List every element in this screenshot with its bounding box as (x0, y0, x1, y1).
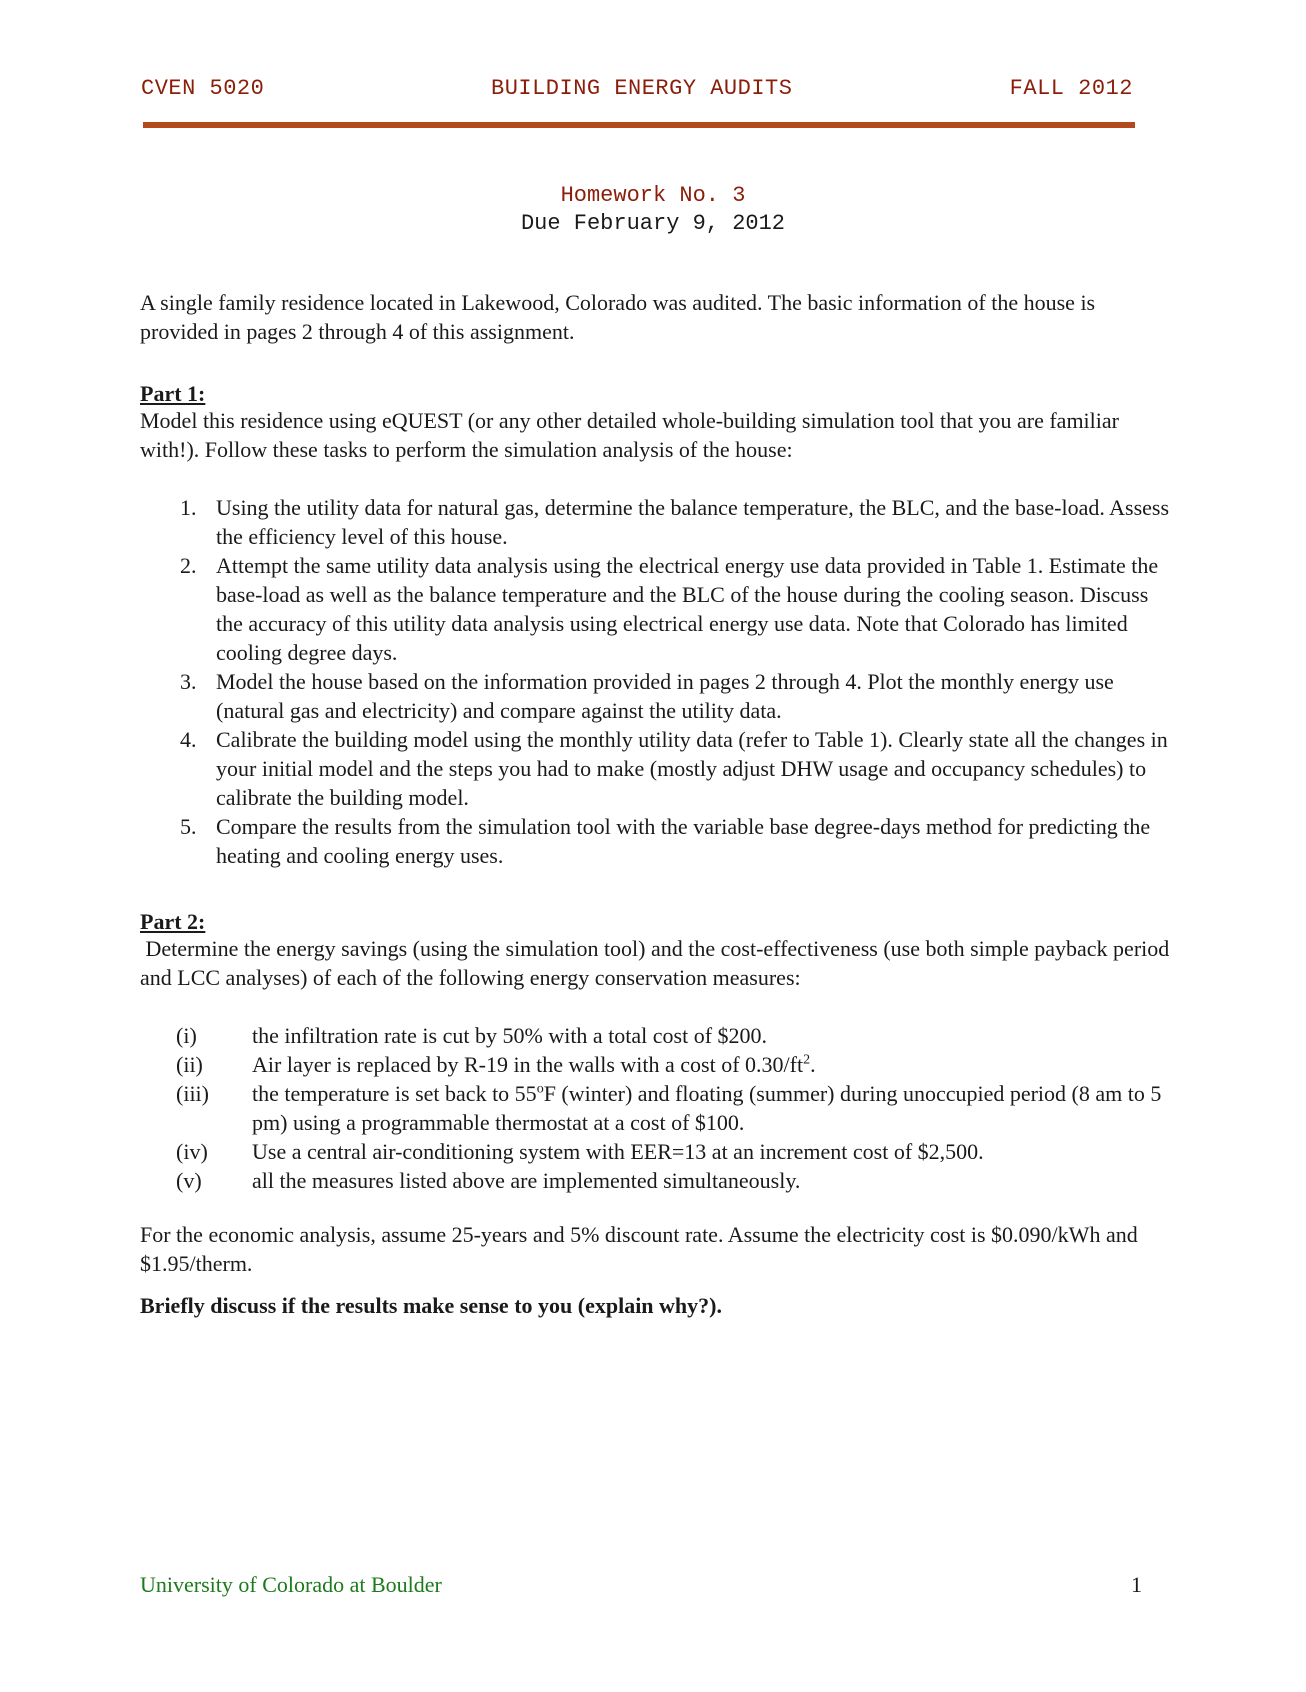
degree-superscript: o (536, 1081, 544, 1097)
footer-institution: University of Colorado at Boulder (140, 1572, 442, 1597)
measure-text: Use a central air-conditioning system with EER=13 at an increment cost of $2,500. (252, 1139, 984, 1164)
measure-number: (v) (176, 1168, 202, 1193)
homework-title: Homework No. 3 (560, 183, 746, 208)
part1-heading: Part 1: (140, 381, 206, 406)
due-date: Due February 9, 2012 (520, 211, 786, 236)
part1-task-list (140, 493, 1170, 870)
measure-item (140, 1166, 1170, 1195)
measure-item (140, 1137, 1170, 1166)
part2-heading: Part 2: (140, 909, 206, 934)
conservation-measures-list (140, 1021, 1170, 1195)
task-number: 5. (180, 814, 197, 839)
measure-text-end: . (810, 1052, 816, 1077)
task-item (140, 812, 1170, 870)
measure-text-end: F (winter) and floating (summer) during unoccupied period (8 am to 5 pm) using a programmable thermostat at a cost of $100. (252, 1081, 1162, 1135)
measure-item (140, 1079, 1170, 1137)
task-text: Compare the results from the simulation tool with the variable base degree-days method for predicting the heating and cooling energy uses. (216, 814, 1151, 868)
intro-paragraph: A single family residence located in Lakewood, Colorado was audited. The basic information of the house is provided in pages 2 through 4 of this assignment. (140, 290, 1096, 344)
task-text: Attempt the same utility data analysis using the electrical energy use data provided in Table 1. Estimate the base-load as well as the balance temperature and the BLC of the house during the cooling season. Discuss the accuracy of this utility data analysis using electrical energy use data. Note that Colorado has limited cooling degree days. (216, 553, 1159, 665)
measure-item (140, 1021, 1170, 1050)
measure-number: (ii) (176, 1052, 203, 1077)
measure-number: (iv) (176, 1139, 208, 1164)
measure-text: all the measures listed above are implemented simultaneously. (252, 1168, 801, 1193)
task-item (140, 551, 1170, 667)
course-term: FALL 2012 (1009, 76, 1133, 101)
economic-assumptions: For the economic analysis, assume 25-years and 5% discount rate. Assume the electricity cost is $0.090/kWh and $1.95/therm. (140, 1222, 1138, 1276)
task-item (140, 667, 1170, 725)
page-header (141, 76, 1133, 106)
measure-item (140, 1050, 1170, 1079)
task-number: 3. (180, 669, 197, 694)
task-text: Calibrate the building model using the monthly utility data (refer to Table 1). Clearly state all the changes in your initial model and the steps you had to make (mostly adjust DHW usage and occupancy schedules) to calibrate the building model. (216, 727, 1168, 810)
measure-number: (iii) (176, 1081, 209, 1106)
task-number: 4. (180, 727, 197, 752)
measure-text: Air layer is replaced by R-19 in the walls with a cost of 0.30/ft (252, 1052, 804, 1077)
task-item (140, 493, 1170, 551)
task-text: Using the utility data for natural gas, determine the balance temperature, the BLC, and the base-load. Assess the efficiency level of this house. (216, 495, 1170, 549)
course-title: BUILDING ENERGY AUDITS (491, 76, 793, 101)
superscript: 2 (803, 1052, 811, 1068)
header-divider (143, 122, 1135, 128)
part2-description: Determine the energy savings (using the simulation tool) and the cost-effectiveness (use both simple payback period and LCC analyses) of each of the following energy conservation measures: (140, 936, 1175, 990)
part1-description: Model this residence using eQUEST (or any other detailed whole-building simulation tool that you are familiar with!). Follow these tasks to perform the simulation analysis of the house: (140, 408, 1119, 462)
measure-text: the infiltration rate is cut by 50% with a total cost of $200. (252, 1023, 768, 1048)
measure-number: (i) (176, 1023, 197, 1048)
measure-text: the temperature is set back to 55 (252, 1081, 537, 1106)
course-code: CVEN 5020 (141, 76, 265, 101)
closing-instruction: Briefly discuss if the results make sense to you (explain why?). (140, 1293, 722, 1318)
task-number: 1. (180, 495, 197, 520)
task-number: 2. (180, 553, 197, 578)
task-text: Model the house based on the information provided in pages 2 through 4. Plot the monthly energy use (natural gas and electricity) and compare against the utility data. (216, 669, 1114, 723)
task-item (140, 725, 1170, 812)
page-number: 1 (1131, 1572, 1142, 1597)
